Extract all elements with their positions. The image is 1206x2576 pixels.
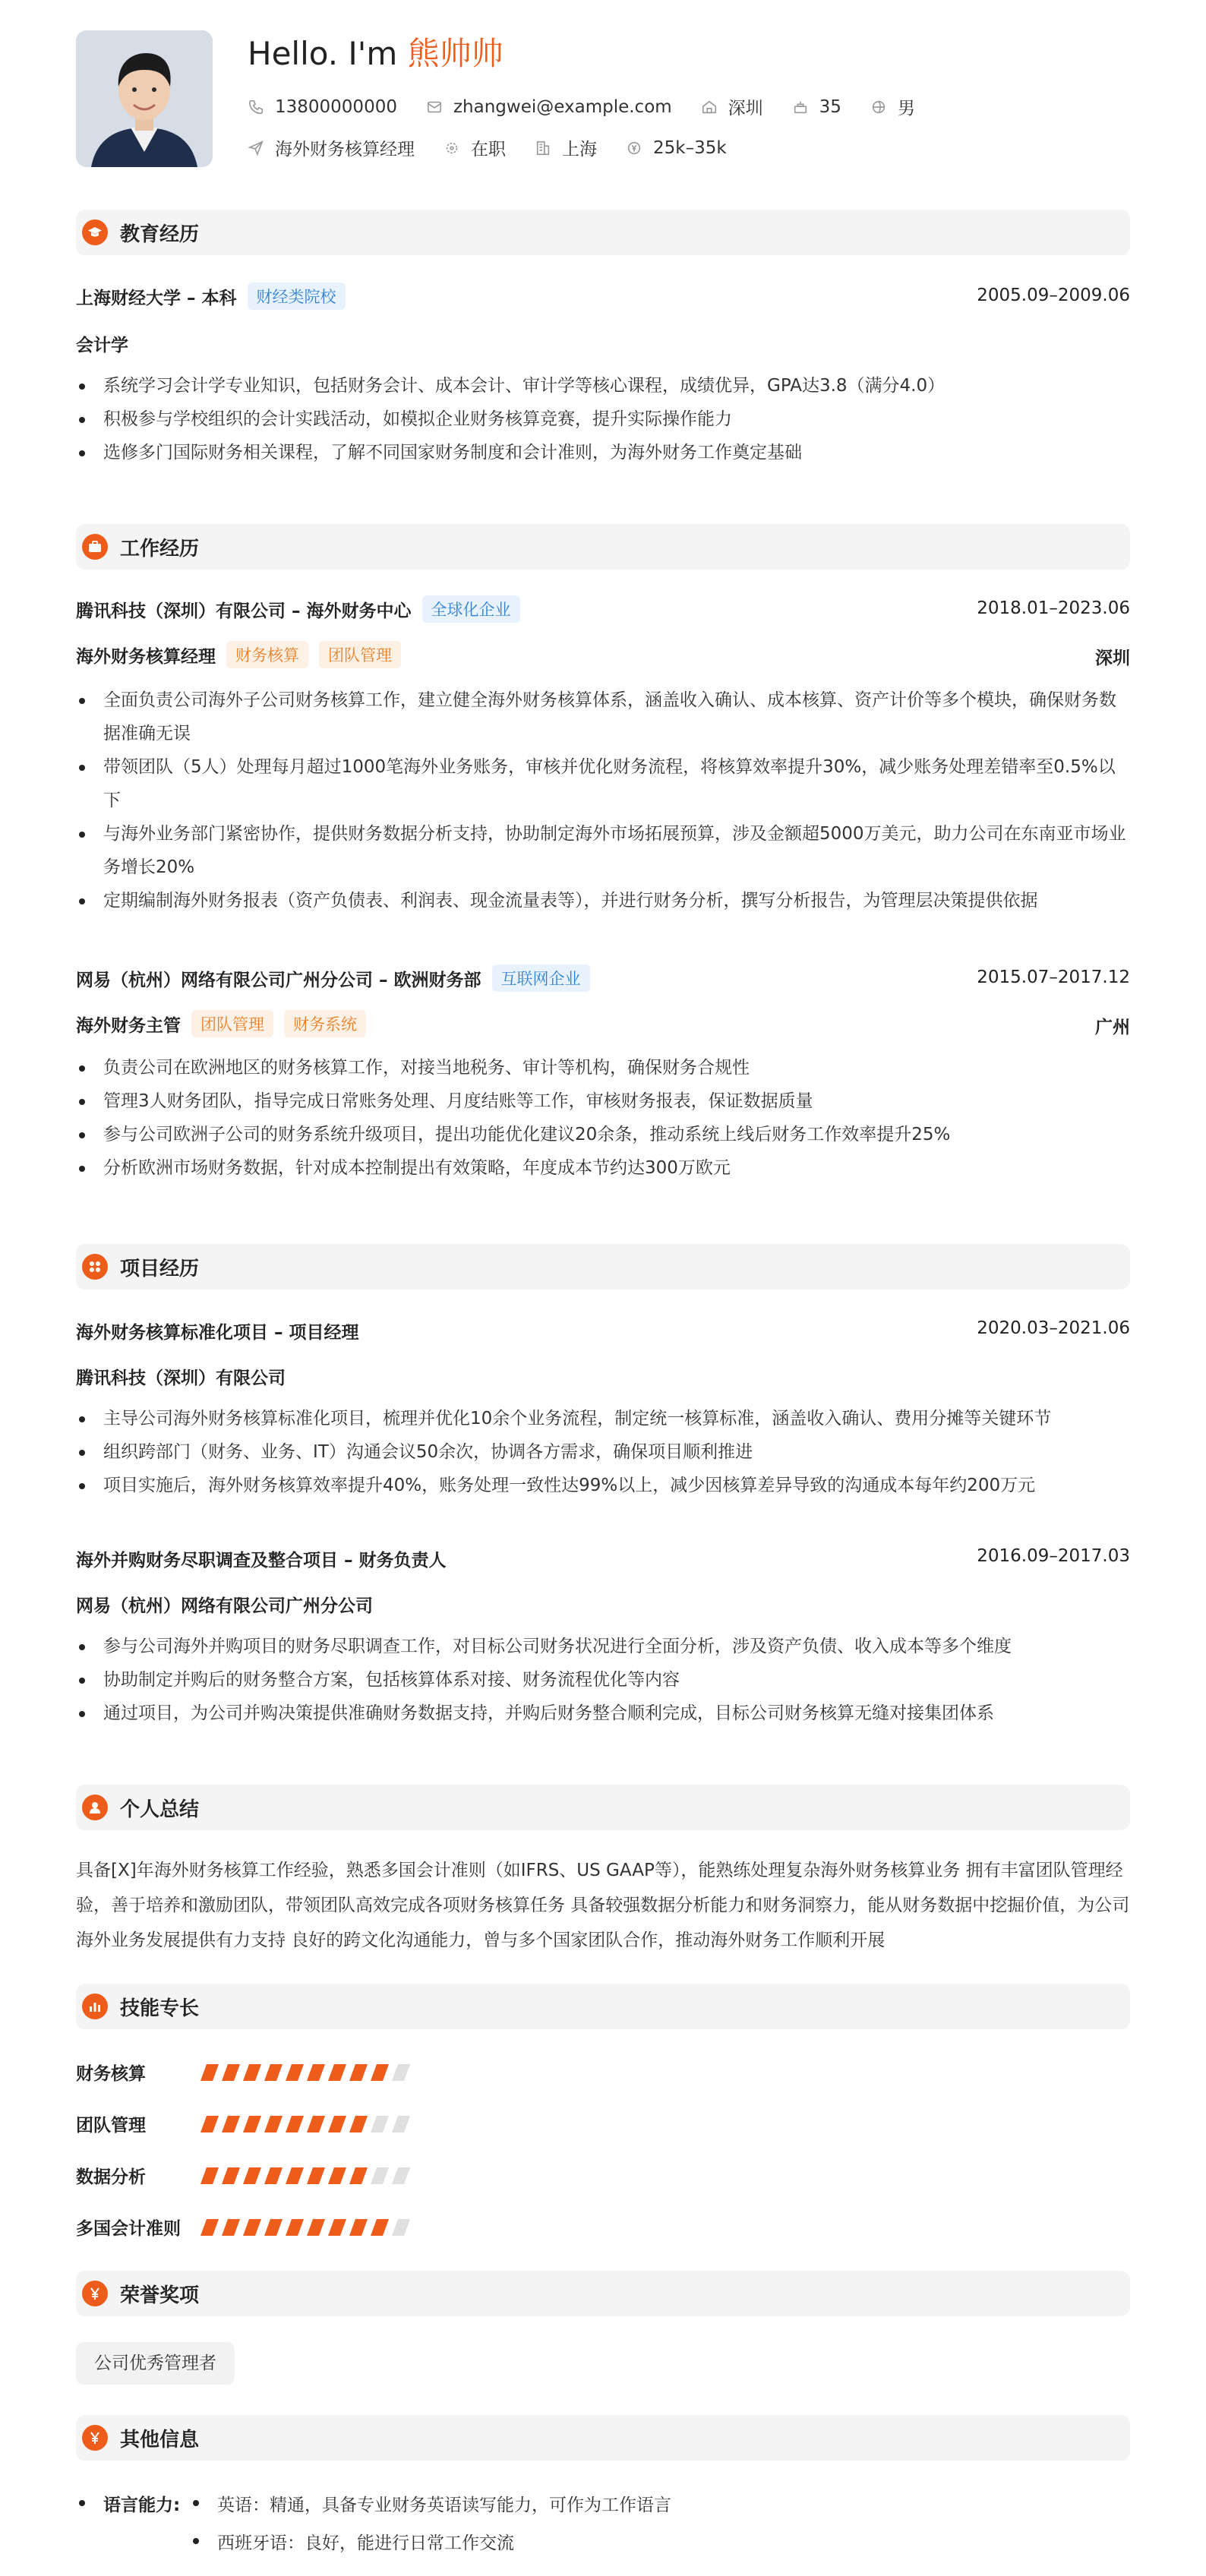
skill-segment (371, 2116, 389, 2132)
skill-segment (222, 2167, 240, 2184)
bullet-item: 带领团队（5人）处理每月超过1000笔海外业务账务，审核并优化财务流程，将核算效率提升30%，减少账务处理差错率至0.5%以下 (76, 750, 1130, 817)
skill-segment (392, 2116, 410, 2132)
skill-segment (371, 2219, 389, 2236)
job-bullets (76, 1051, 1130, 1185)
skill-segment (392, 2064, 410, 2081)
position-tag: 团队管理 (319, 641, 401, 668)
info-item (444, 135, 506, 160)
phone-icon (248, 99, 275, 115)
section-title: 工作经历 (120, 537, 200, 560)
skill-segment (264, 2064, 283, 2081)
company-tag: 全球化企业 (422, 595, 520, 623)
info-text: 25k–35k (653, 137, 727, 158)
info-text: 上海 (562, 140, 597, 159)
bullet-item: 全面负责公司海外子公司财务核算工作，建立健全海外财务核算体系，涵盖收入确认、成本核算、资产计价等多个模块，确保财务数据准确无误 (76, 683, 1130, 750)
info-item (535, 135, 597, 160)
major: 会计学 (76, 336, 128, 355)
skill-level-bar (204, 2167, 416, 2184)
job-position (76, 641, 401, 668)
section-title: 技能专长 (120, 1997, 200, 2020)
skill-segment (307, 2219, 325, 2236)
section-title: 教育经历 (120, 223, 200, 246)
skill-row (76, 2060, 416, 2085)
skill-segment (200, 2219, 219, 2236)
avatar (76, 30, 213, 167)
cake-icon (792, 99, 819, 115)
school-name (76, 283, 346, 310)
greeting-prefix: Hello. I'm (248, 35, 398, 72)
contact-info-row (248, 94, 944, 119)
project-date: 2016.09–2017.03 (977, 1546, 1130, 1566)
bullet-item: 通过项目，为公司并购决策提供准确财务数据支持，并购后财务整合顺利完成，目标公司财务核算无缝对接集团体系 (76, 1697, 1130, 1730)
bullet-item: 协助制定并购后的财务整合方案，包括核算体系对接、财务流程优化等内容 (76, 1663, 1130, 1697)
education-bullets (76, 369, 1130, 469)
section-title: 荣誉奖项 (120, 2284, 200, 2307)
info-item (626, 138, 727, 158)
job-position (76, 1010, 366, 1037)
skill-segment (200, 2064, 219, 2081)
position-text: 海外财务核算经理 (76, 646, 216, 667)
language-item: 西班牙语：良好，能进行日常工作交流 (190, 2529, 514, 2554)
skill-segment (371, 2167, 389, 2184)
section-projects (76, 1244, 1130, 1290)
skill-segment (392, 2219, 410, 2236)
job-bullets (76, 683, 1130, 917)
project-bullets (76, 1402, 1130, 1502)
project-company: 网易（杭州）网络有限公司广州分公司 (76, 1596, 373, 1616)
info-text: 海外财务核算经理 (275, 140, 415, 159)
position-tag: 团队管理 (191, 1010, 273, 1037)
skill-segment (243, 2167, 261, 2184)
skill-label: 团队管理 (76, 2116, 146, 2136)
skill-segment (264, 2116, 283, 2132)
section-other (76, 2415, 1130, 2461)
skill-row (76, 2163, 416, 2188)
project-name: 海外财务核算标准化项目 – 项目经理 (76, 1323, 359, 1343)
skill-segment (307, 2116, 325, 2132)
skill-level-bar (204, 2064, 416, 2081)
job-city: 深圳 (1095, 649, 1130, 668)
school-text: 上海财经大学 – 本科 (76, 288, 237, 308)
skill-segment (243, 2116, 261, 2132)
info-item (248, 135, 415, 160)
bullet-item: 分析欧洲市场财务数据，针对成本控制提出有效策略，年度成本节约达300万欧元 (76, 1151, 1130, 1185)
job-company (76, 595, 520, 623)
briefcase-icon (82, 534, 108, 560)
info-text: 在职 (471, 140, 506, 159)
at-sign-icon (82, 2425, 108, 2451)
skill-segment (328, 2116, 346, 2132)
skill-segment (349, 2167, 368, 2184)
skill-segment (243, 2219, 261, 2236)
job-date: 2018.01–2023.06 (977, 598, 1130, 618)
job-info-row (248, 135, 756, 160)
skill-segment (328, 2167, 346, 2184)
info-text: 35 (819, 96, 841, 117)
send-icon (248, 140, 275, 156)
project-bullets (76, 1630, 1130, 1730)
info-item (870, 94, 915, 119)
greeting (248, 29, 504, 74)
skill-segment (286, 2219, 304, 2236)
skill-segment (328, 2219, 346, 2236)
skill-segment (264, 2167, 283, 2184)
project-date: 2020.03–2021.06 (977, 1318, 1130, 1338)
section-work (76, 524, 1130, 570)
company-tag: 互联网企业 (492, 964, 590, 992)
company-text: 腾讯科技（深圳）有限公司 – 海外财务中心 (76, 601, 412, 621)
skill-segment (392, 2167, 410, 2184)
bar-chart-icon (82, 1994, 108, 2019)
graduation-cap-icon (82, 219, 108, 245)
language-label: 语言能力: (76, 2491, 180, 2516)
position-tag: 财务系统 (284, 1010, 366, 1037)
info-text: 13800000000 (275, 96, 397, 117)
bullet-item: 管理3人财务团队，指导完成日常账务处理、月度结账等工作，审核财务报表，保证数据质量 (76, 1084, 1130, 1118)
skill-segment (264, 2219, 283, 2236)
info-text: 深圳 (728, 99, 763, 118)
skill-level-bar (204, 2219, 416, 2236)
job-company (76, 964, 590, 992)
skill-segment (307, 2167, 325, 2184)
skill-segment (286, 2167, 304, 2184)
home-icon (701, 99, 728, 115)
section-education (76, 210, 1130, 255)
bullet-item: 组织跨部门（财务、业务、IT）沟通会议50余次，协调各方需求，确保项目顺利推进 (76, 1435, 1130, 1469)
section-title: 项目经历 (120, 1257, 200, 1280)
section-title: 其他信息 (120, 2428, 200, 2451)
email-icon (426, 99, 453, 115)
info-item (701, 94, 763, 119)
resume-header (76, 0, 1130, 204)
skill-segment (307, 2064, 325, 2081)
skill-label: 数据分析 (76, 2167, 146, 2187)
job-city: 广州 (1095, 1018, 1130, 1037)
info-item (792, 97, 841, 117)
candidate-name: 熊帅帅 (407, 35, 504, 72)
info-item (248, 97, 397, 117)
skill-segment (200, 2116, 219, 2132)
skill-segment (222, 2064, 240, 2081)
company-text: 网易（杭州）网络有限公司广州分公司 – 欧洲财务部 (76, 970, 481, 990)
position-text: 海外财务主管 (76, 1015, 181, 1036)
education-date: 2005.09–2009.06 (977, 286, 1130, 305)
person-icon (82, 1795, 108, 1820)
school-tag: 财经类院校 (248, 283, 346, 310)
project-name: 海外并购财务尽职调查及整合项目 – 财务负责人 (76, 1551, 447, 1571)
building-icon (535, 140, 562, 156)
award-chip: 公司优秀管理者 (76, 2342, 235, 2385)
skill-segment (349, 2116, 368, 2132)
skill-segment (222, 2219, 240, 2236)
status-icon (444, 140, 471, 156)
gender-icon (870, 99, 898, 115)
info-text: zhangwei@example.com (453, 96, 672, 117)
bullet-item: 定期编制海外财务报表（资产负债表、利润表、现金流量表等），并进行财务分析，撰写分析报告，为管理层决策提供依据 (76, 884, 1130, 917)
skill-segment (243, 2064, 261, 2081)
skill-segment (200, 2167, 219, 2184)
language-item: 英语：精通，具备专业财务英语读写能力，可作为工作语言 (190, 2491, 671, 2516)
bullet-item: 系统学习会计学专业知识，包括财务会计、成本会计、审计学等核心课程，成绩优异，GPA达3.8（满分4.0） (76, 369, 1130, 402)
summary-text: 具备[X]年海外财务核算工作经验，熟悉多国会计准则（如IFRS、US GAAP等），能熟练处理复杂海外财务核算业务 拥有丰富团队管理经验，善于培养和激励团队，带领团队高效完成各项财务核算任务 具备较强数据分析能力和财务洞察力，能从财务数据中挖掘价值，为公司海外业务发展提供有力支持 良好的跨文化沟通能力，曾与多个国家团队合作，推动海外财务工作顺利开展 (76, 1861, 1130, 1950)
section-skills (76, 1984, 1130, 2029)
skill-segment (349, 2064, 368, 2081)
skill-label: 财务核算 (76, 2064, 146, 2084)
skill-segment (349, 2219, 368, 2236)
yen-icon (82, 2281, 108, 2306)
bullet-item: 负责公司在欧洲地区的财务核算工作，对接当地税务、审计等机构，确保财务合规性 (76, 1051, 1130, 1084)
bullet-item: 选修多门国际财务相关课程，了解不同国家财务制度和会计准则，为海外财务工作奠定基础 (76, 436, 1130, 469)
section-title: 个人总结 (120, 1798, 200, 1821)
bullet-item: 积极参与学校组织的会计实践活动，如模拟企业财务核算竞赛，提升实际操作能力 (76, 402, 1130, 436)
coin-icon (626, 140, 653, 156)
skill-segment (328, 2064, 346, 2081)
section-summary (76, 1785, 1130, 1830)
grid-icon (82, 1254, 108, 1280)
bullet-item: 参与公司海外并购项目的财务尽职调查工作，对目标公司财务状况进行全面分析，涉及资产负债、收入成本等多个维度 (76, 1630, 1130, 1663)
skill-level-bar (204, 2116, 416, 2132)
bullet-item: 项目实施后，海外财务核算效率提升40%，账务处理一致性达99%以上，减少因核算差异导致的沟通成本每年约200万元 (76, 1469, 1130, 1502)
bullet-item: 主导公司海外财务核算标准化项目，梳理并优化10余个业务流程，制定统一核算标准，涵盖收入确认、费用分摊等关键环节 (76, 1402, 1130, 1435)
bullet-item: 参与公司欧洲子公司的财务系统升级项目，提出功能优化建议20余条，推动系统上线后财务工作效率提升25% (76, 1118, 1130, 1151)
position-tag: 财务核算 (226, 641, 308, 668)
project-company: 腾讯科技（深圳）有限公司 (76, 1368, 286, 1388)
skill-label: 多国会计准则 (76, 2219, 181, 2239)
bullet-item: 与海外业务部门紧密协作，提供财务数据分析支持，协助制定海外市场拓展预算，涉及金额超5000万美元，助力公司在东南亚市场业务增长20% (76, 817, 1130, 884)
skill-segment (371, 2064, 389, 2081)
skill-row (76, 2111, 416, 2136)
info-text: 男 (897, 99, 915, 118)
skill-row (76, 2215, 416, 2240)
info-item (426, 97, 672, 117)
job-date: 2015.07–2017.12 (977, 968, 1130, 987)
skill-segment (286, 2116, 304, 2132)
section-awards (76, 2271, 1130, 2316)
skill-segment (286, 2064, 304, 2081)
skill-segment (222, 2116, 240, 2132)
